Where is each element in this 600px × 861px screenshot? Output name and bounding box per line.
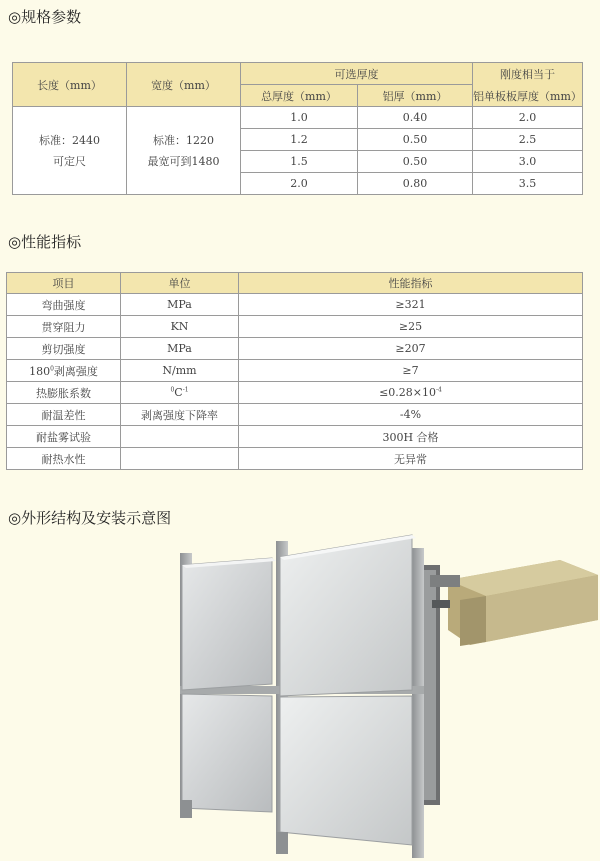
perf-table — [6, 272, 583, 470]
width-max: 最宽可到1480 — [147, 154, 220, 168]
al-thickness-cell: 0.80 — [358, 173, 473, 195]
header-rigidity-line1: 刚度相当于 — [500, 67, 555, 81]
rigidity-cell: 2.5 — [473, 129, 583, 151]
al-thickness-cell: 0.50 — [358, 129, 473, 151]
table-row — [7, 338, 583, 360]
width-cell — [127, 107, 241, 195]
perf-unit — [121, 382, 239, 404]
unit-base: C — [174, 386, 183, 399]
spec-table — [12, 62, 583, 195]
perf-value: ≥25 — [239, 316, 583, 338]
table-row — [7, 360, 583, 382]
total-thickness-cell: 1.0 — [241, 107, 358, 129]
value-base: ≤0.28×10 — [379, 386, 437, 399]
wall-block — [448, 560, 598, 646]
total-thickness-cell: 1.5 — [241, 151, 358, 173]
length-standard: 标准：2440 — [39, 133, 100, 147]
perf-item: 耐热水性 — [7, 448, 121, 470]
al-thickness-cell: 0.40 — [358, 107, 473, 129]
rigidity-cell: 3.5 — [473, 173, 583, 195]
header-length: 长度（mm） — [13, 63, 127, 107]
perf-item: 耐温差性 — [7, 404, 121, 426]
perf-item: 热膨胀系数 — [7, 382, 121, 404]
perf-section-title: ◎性能指标 — [8, 233, 82, 251]
table-row — [7, 426, 583, 448]
header-rigidity — [473, 63, 583, 107]
perf-unit: MPa — [121, 338, 239, 360]
item-sup: 0 — [50, 364, 54, 372]
perf-item: 贯穿阻力 — [7, 316, 121, 338]
perf-item: 耐盐雾试验 — [7, 426, 121, 448]
header-al-thickness: 铝厚（mm） — [358, 85, 473, 107]
perf-value: ≥207 — [239, 338, 583, 360]
header-rigidity-line2: 铝单板板厚度（mm） — [473, 89, 582, 103]
perf-item: 弯曲强度 — [7, 294, 121, 316]
table-row — [7, 448, 583, 470]
perf-value: ≥7 — [239, 360, 583, 382]
rigidity-cell: 3.0 — [473, 151, 583, 173]
perf-unit — [121, 426, 239, 448]
length-custom: 可定尺 — [53, 154, 86, 168]
perf-value: -4% — [239, 404, 583, 426]
total-thickness-cell: 1.2 — [241, 129, 358, 151]
diagram-section-title: ◎外形结构及安装示意图 — [8, 509, 172, 527]
unit-sup2: -1 — [182, 386, 189, 394]
perf-unit: 剥离强度下降率 — [121, 404, 239, 426]
perf-value: ≥321 — [239, 294, 583, 316]
perf-unit: N/mm — [121, 360, 239, 382]
perf-unit: MPa — [121, 294, 239, 316]
length-cell — [13, 107, 127, 195]
header-optional-thickness: 可选厚度 — [241, 63, 473, 85]
perf-value — [239, 382, 583, 404]
table-row — [7, 404, 583, 426]
header-total-thickness: 总厚度（mm） — [241, 85, 358, 107]
table-row — [7, 316, 583, 338]
header-width: 宽度（mm） — [127, 63, 241, 107]
perf-unit: KN — [121, 316, 239, 338]
perf-unit — [121, 448, 239, 470]
perf-value: 300H 合格 — [239, 426, 583, 448]
perf-item — [7, 360, 121, 382]
unit-sup: 0 — [170, 386, 175, 394]
rigidity-cell: 2.0 — [473, 107, 583, 129]
header-item: 项目 — [7, 273, 121, 294]
al-thickness-cell: 0.50 — [358, 151, 473, 173]
item-prefix: 180 — [29, 364, 51, 378]
perf-value: 无异常 — [239, 448, 583, 470]
table-row — [7, 294, 583, 316]
header-unit: 单位 — [121, 273, 239, 294]
header-value: 性能指标 — [239, 273, 583, 294]
perf-item: 剪切强度 — [7, 338, 121, 360]
item-suffix: 剥离强度 — [53, 364, 98, 378]
table-row — [7, 382, 583, 404]
width-standard: 标准：1220 — [153, 133, 214, 147]
spec-section-title: ◎规格参数 — [8, 8, 82, 26]
value-sup: -4 — [436, 386, 442, 394]
total-thickness-cell: 2.0 — [241, 173, 358, 195]
composite-panel-installation-illustration — [160, 522, 600, 861]
